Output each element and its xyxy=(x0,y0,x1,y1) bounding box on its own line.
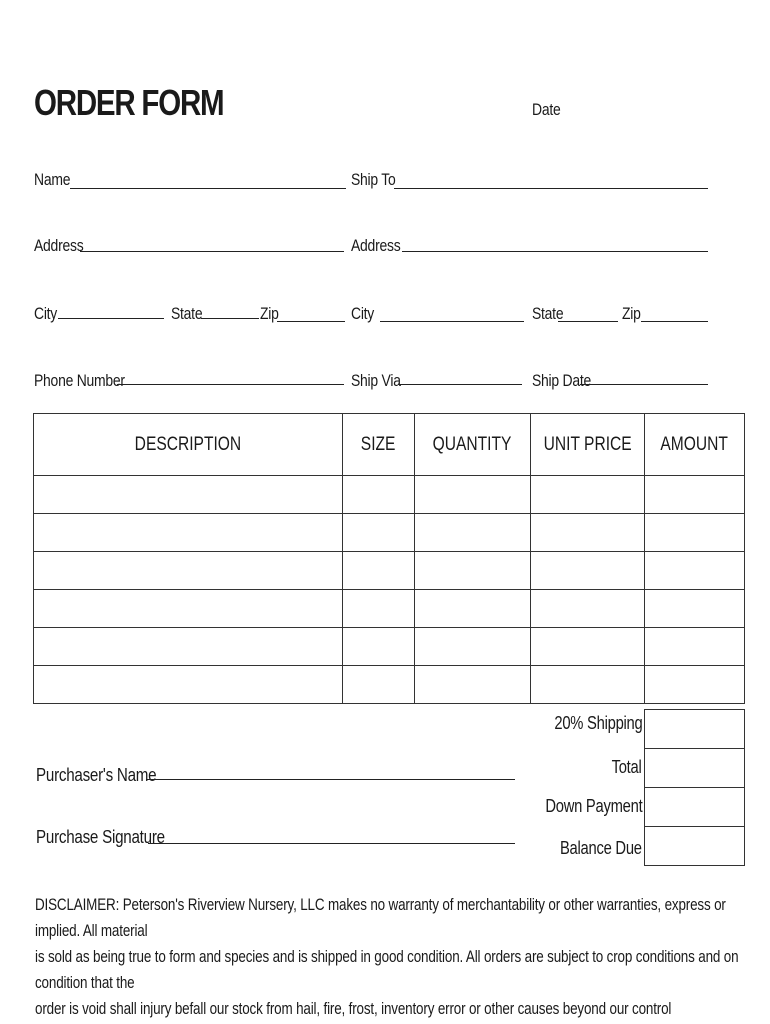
amount-cell[interactable] xyxy=(645,590,745,628)
quantity-cell[interactable] xyxy=(415,552,531,590)
address-label: Address xyxy=(34,236,84,255)
state-field[interactable] xyxy=(201,318,259,319)
quantity-cell[interactable] xyxy=(415,514,531,552)
description-cell[interactable] xyxy=(34,590,343,628)
ship-date-label: Ship Date xyxy=(532,371,592,390)
city-label: City xyxy=(34,304,58,323)
table-row xyxy=(34,476,745,514)
zip-field[interactable] xyxy=(277,321,345,322)
ship-state-field[interactable] xyxy=(558,321,618,322)
form-title: ORDER FORM xyxy=(34,82,224,123)
ship-zip-label: Zip xyxy=(622,304,641,323)
column-header-amount: AMOUNT xyxy=(645,414,745,476)
quantity-cell[interactable] xyxy=(415,628,531,666)
amount-cell[interactable] xyxy=(645,628,745,666)
disclaimer xyxy=(35,892,744,1022)
disclaimer-line-3: order is void shall injury befall our stock from hail, fire, frost, inventory error or other causes beyond our control xyxy=(35,1000,672,1018)
zip-label: Zip xyxy=(260,304,279,323)
total-label: Total xyxy=(612,757,642,777)
column-header-description: DESCRIPTION xyxy=(34,414,343,476)
size-cell[interactable] xyxy=(343,628,415,666)
name-field[interactable] xyxy=(70,188,346,189)
ship-to-field[interactable] xyxy=(394,188,708,189)
phone-field[interactable] xyxy=(117,384,344,385)
table-row xyxy=(34,514,745,552)
unit-price-cell[interactable] xyxy=(531,590,645,628)
ship-date-field[interactable] xyxy=(580,384,708,385)
description-cell[interactable] xyxy=(34,666,343,704)
ship-to-label: Ship To xyxy=(351,170,396,189)
ship-zip-field[interactable] xyxy=(641,321,708,322)
purchase-signature-field[interactable] xyxy=(148,843,515,844)
unit-price-cell[interactable] xyxy=(531,476,645,514)
purchaser-name-field[interactable] xyxy=(146,779,515,780)
balance-due-label: Balance Due xyxy=(560,838,642,858)
total-amount-box[interactable] xyxy=(644,748,745,788)
order-items-table xyxy=(33,413,745,704)
amount-cell[interactable] xyxy=(645,552,745,590)
table-row xyxy=(34,628,745,666)
column-header-unit-price: UNIT PRICE xyxy=(531,414,645,476)
unit-price-cell[interactable] xyxy=(531,628,645,666)
shipping-label: 20% Shipping xyxy=(553,713,642,733)
purchaser-name-label: Purchaser's Name xyxy=(36,764,157,785)
shipping-amount-box[interactable] xyxy=(644,709,745,749)
column-header-size: SIZE xyxy=(343,414,415,476)
name-label: Name xyxy=(34,170,71,189)
size-cell[interactable] xyxy=(343,476,415,514)
disclaimer-line-1: DISCLAIMER: Peterson's Riverview Nursery, LLC makes no warranty of merchantability or other warranties, express or implied. All material xyxy=(35,896,726,940)
quantity-cell[interactable] xyxy=(415,590,531,628)
purchase-signature-label: Purchase Signature xyxy=(36,826,165,847)
ship-state-label: State xyxy=(532,304,564,323)
ship-address-field[interactable] xyxy=(402,251,708,252)
ship-via-field[interactable] xyxy=(398,384,522,385)
ship-city-label: City xyxy=(351,304,375,323)
amount-cell[interactable] xyxy=(645,514,745,552)
table-row xyxy=(34,552,745,590)
ship-address-label: Address xyxy=(351,236,401,255)
quantity-cell[interactable] xyxy=(415,666,531,704)
table-header-row xyxy=(34,414,745,476)
unit-price-cell[interactable] xyxy=(531,552,645,590)
size-cell[interactable] xyxy=(343,666,415,704)
size-cell[interactable] xyxy=(343,552,415,590)
table-row xyxy=(34,590,745,628)
disclaimer-line-2: is sold as being true to form and species and is shipped in good condition. All orders are subject to crop conditions and on condition that the xyxy=(35,948,739,992)
column-header-quantity: QUANTITY xyxy=(415,414,531,476)
quantity-cell[interactable] xyxy=(415,476,531,514)
down-payment-label: Down Payment xyxy=(544,796,642,816)
table-row xyxy=(34,666,745,704)
city-field[interactable] xyxy=(58,318,164,319)
size-cell[interactable] xyxy=(343,590,415,628)
phone-label: Phone Number xyxy=(34,371,125,390)
balance-due-amount-box[interactable] xyxy=(644,826,745,866)
description-cell[interactable] xyxy=(34,628,343,666)
amount-cell[interactable] xyxy=(645,666,745,704)
address-field[interactable] xyxy=(80,251,344,252)
ship-via-label: Ship Via xyxy=(351,371,401,390)
down-payment-amount-box[interactable] xyxy=(644,787,745,827)
date-label: Date xyxy=(532,100,561,119)
size-cell[interactable] xyxy=(343,514,415,552)
state-label: State xyxy=(171,304,203,323)
unit-price-cell[interactable] xyxy=(531,514,645,552)
amount-cell[interactable] xyxy=(645,476,745,514)
unit-price-cell[interactable] xyxy=(531,666,645,704)
description-cell[interactable] xyxy=(34,552,343,590)
description-cell[interactable] xyxy=(34,514,343,552)
description-cell[interactable] xyxy=(34,476,343,514)
ship-city-field[interactable] xyxy=(380,321,524,322)
